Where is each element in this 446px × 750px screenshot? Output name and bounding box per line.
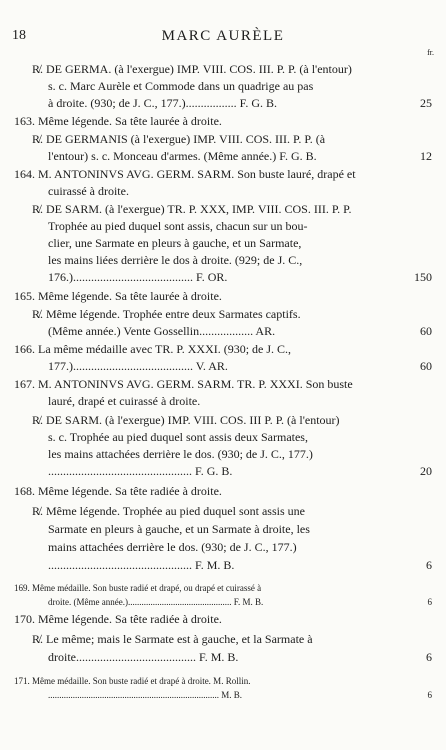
price-value: 6	[426, 650, 432, 664]
catalog-line: 165. Même légende. Sa tête laurée à droite.	[14, 289, 222, 303]
price-value: 6	[426, 558, 432, 572]
price-value: 60	[420, 359, 432, 373]
catalog-line: droite. (Même année.).............................................. F. M. B.	[48, 597, 264, 607]
page-title: MARC AURÈLE	[161, 28, 285, 44]
page-header	[0, 28, 446, 57]
catalog-line: l'entour) s. c. Monceau d'armes. (Même année.) F. G. B.	[48, 149, 317, 163]
catalog-line: R̸. Même légende. Trophée au pied duquel sont assis une	[32, 504, 305, 518]
price-value: 150	[414, 270, 432, 284]
page-number: 18	[12, 28, 26, 43]
price-value: 60	[420, 324, 432, 338]
catalog-line: 166. La même médaille avec TR. P. XXXI. (930; de J. C.,	[14, 342, 292, 356]
catalog-line: les mains liées derrière le dos à droite. (929; de J. C.,	[48, 253, 303, 267]
catalog-line: s. c. Trophée au pied duquel sont assis deux Sarmates,	[48, 430, 308, 444]
catalog-line: droite........................................ F. M. B.	[48, 650, 239, 664]
catalog-line: R̸. DE SARM. (à l'exergue) TR. P. XXX, IMP. VIII. COS. III. P. P.	[32, 202, 352, 216]
price-value: 6	[427, 597, 432, 607]
catalog-line: 171. Même médaille. Son buste radié et drapé à droite. M. Rollin.	[14, 676, 251, 686]
catalog-line: (Même année.) Vente Gossellin.................. AR.	[48, 324, 276, 338]
catalog-line: ................................................ F. M. B.	[48, 558, 235, 572]
currency-column-heading: fr.	[427, 48, 434, 57]
catalog-line: ............................................................................ M. B.	[48, 690, 243, 700]
catalog-line: cuirassé à droite.	[48, 184, 129, 198]
catalog-line: R̸. DE GERMA. (à l'exergue) IMP. VIII. COS. III. P. P. (à l'entour)	[32, 62, 352, 76]
catalog-line: lauré, drapé et cuirassé à droite.	[48, 394, 201, 408]
price-value: 6	[427, 690, 432, 700]
catalog-line: 168. Même légende. Sa tête radiée à droite.	[14, 484, 222, 498]
catalog-line: 167. M. ANTONINVS AVG. GERM. SARM. TR. P. XXXI. Son buste	[14, 377, 353, 391]
catalog-line: 176.)........................................ F. OR.	[48, 270, 228, 284]
catalog-line: Sarmate en pleurs à gauche, et un Sarmate à droite, les	[48, 522, 310, 536]
catalog-line: clier, une Sarmate en pleurs à gauche, et un Sarmate,	[48, 236, 302, 250]
catalog-line: à droite. (930; de J. C., 177.)................. F. G. B.	[48, 96, 278, 110]
catalog-line: s. c. Marc Aurèle et Commode dans un quadrige au pas	[48, 79, 314, 93]
catalog-line: 177.)........................................ V. AR.	[48, 359, 228, 373]
catalog-line: mains attachées derrière le dos. (930; de J. C., 177.)	[48, 540, 297, 554]
catalog-line: ................................................ F. G. B.	[48, 464, 233, 478]
catalog-line: 163. Même légende. Sa tête laurée à droite.	[14, 114, 222, 128]
catalog-line: 169. Même médaille. Son buste radié et drapé, ou drapé et cuirassé à	[14, 583, 262, 593]
catalog-line: R̸. DE SARM. (à l'exergue) IMP. VIII. COS. III P. P. (à l'entour)	[32, 413, 340, 427]
catalog-line: les mains attachées derrière le dos. (930; de J. C., 177.)	[48, 447, 313, 461]
price-value: 12	[420, 149, 432, 163]
catalog-line: 170. Même légende. Sa tête radiée à droite.	[14, 612, 222, 626]
catalog-line: R̸. Le même; mais le Sarmate est à gauche, et la Sarmate à	[32, 632, 313, 646]
catalog-line: R̸. DE GERMANIS (à l'exergue) IMP. VIII. COS. III. P. P. (à	[32, 132, 326, 146]
price-value: 20	[420, 464, 432, 478]
catalog-line: 164. M. ANTONINVS AVG. GERM. SARM. Son buste lauré, drapé et	[14, 167, 356, 181]
catalog-line: Trophée au pied duquel sont assis, chacun sur un bou-	[48, 219, 308, 233]
price-value: 25	[420, 96, 432, 110]
catalog-line: R̸. Même légende. Trophée entre deux Sarmates captifs.	[32, 307, 301, 321]
